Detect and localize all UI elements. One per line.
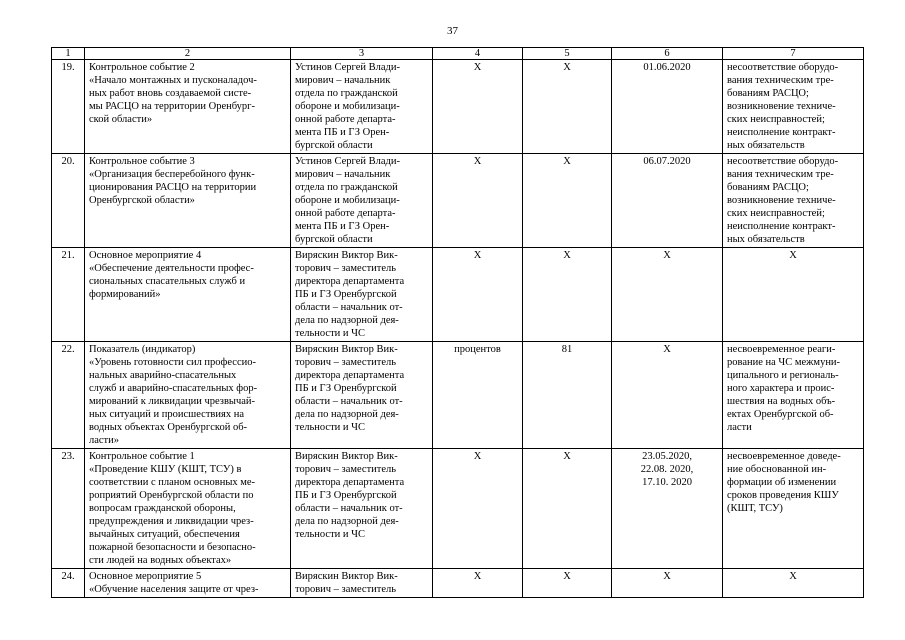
- risk-cell: несоответствие оборудо- вания техническим тре- бованиям РАСЦО; возникновение техниче- ских неисправностей; неисполнение контракт- ных обязательств: [723, 154, 864, 248]
- value-cell: X: [523, 154, 612, 248]
- date-cell: 01.06.2020: [612, 60, 723, 154]
- date-cell: 23.05.2020, 22.08. 2020, 17.10. 2020: [612, 449, 723, 569]
- value-cell: X: [523, 248, 612, 342]
- responsible-cell: Виряскин Виктор Вик- торович – заместитель директора департамента ПБ и ГЗ Оренбургской области – начальник от- дела по надзорной дея- тельности и ЧС: [291, 248, 433, 342]
- risk-cell: несоответствие оборудо- вания техническим тре- бованиям РАСЦО; возникновение техниче- ских неисправностей; неисполнение контракт- ных обязательств: [723, 60, 864, 154]
- column-number: 1: [52, 48, 85, 60]
- responsible-cell: Виряскин Виктор Вик- торович – заместитель директора департамента ПБ и ГЗ Оренбургской области – начальник от- дела по надзорной дея- тельности и ЧС: [291, 449, 433, 569]
- unit-cell: X: [433, 60, 523, 154]
- event-cell: [85, 449, 291, 569]
- date-cell: X: [612, 342, 723, 449]
- event-description: «Обеспечение деятельности профес- сиональных спасательных служб и формирований»: [89, 263, 254, 300]
- table-row: [52, 449, 864, 569]
- table-row: [52, 569, 864, 598]
- event-description: «Начало монтажных и пусконаладоч- ных работ вновь создаваемой систе- мы РАСЦО на территории Оренбург- ской области»: [89, 75, 257, 125]
- table-row: [52, 154, 864, 248]
- event-cell: [85, 60, 291, 154]
- value-cell: X: [523, 569, 612, 598]
- unit-cell: X: [433, 248, 523, 342]
- unit-cell: X: [433, 569, 523, 598]
- event-title: Контрольное событие 2: [89, 62, 195, 73]
- table-row: [52, 248, 864, 342]
- column-number: 5: [523, 48, 612, 60]
- unit-cell: X: [433, 449, 523, 569]
- table-row: [52, 342, 864, 449]
- column-number: 2: [85, 48, 291, 60]
- event-title: Основное мероприятие 4: [89, 250, 202, 261]
- column-number: 4: [433, 48, 523, 60]
- event-description: «Проведение КШУ (КШТ, ТСУ) в соответствии с планом основных ме- роприятий Оренбургской области по вопросам гражданской обороны, предупреждения и ликвидации чрез- вычайных ситуаций, обеспечения пожарной безопасности и безопасно- сти людей на водных объектах»: [89, 464, 256, 566]
- responsible-cell: Устинов Сергей Влади- мирович – начальник отдела по гражданской обороне и мобилизаци- онной работе департа- мента ПБ и ГЗ Орен- бургской области: [291, 60, 433, 154]
- event-cell: [85, 154, 291, 248]
- value-cell: X: [523, 449, 612, 569]
- unit-cell: процентов: [433, 342, 523, 449]
- date-cell: 06.07.2020: [612, 154, 723, 248]
- risk-cell: X: [723, 569, 864, 598]
- risk-cell: несвоевременное реаги- рование на ЧС межмуни- ципального и региональ- ного характера и проис- шествия на водных объ- ектах Оренбургской об- ласти: [723, 342, 864, 449]
- event-description: «Уровень готовности сил профессио- нальных аварийно-спасательных служб и аварийно-спасательных фор- мирований к ликвидации чрезвычай- ных ситуаций и происшествиях на водных объектах Оренбургской об- ласти»: [89, 357, 258, 446]
- event-title: Контрольное событие 3: [89, 156, 195, 167]
- event-description: «Обучение населения защите от чрез-: [89, 584, 259, 595]
- column-number-row: [52, 48, 864, 60]
- risk-cell: несвоевременное доведе- ние обоснованной ин- формации об изменении сроков проведения КШУ (КШТ, ТСУ): [723, 449, 864, 569]
- column-number: 3: [291, 48, 433, 60]
- column-number: 6: [612, 48, 723, 60]
- event-title: Контрольное событие 1: [89, 451, 195, 462]
- date-cell: X: [612, 569, 723, 598]
- row-number: 19.: [52, 60, 85, 154]
- table-row: [52, 60, 864, 154]
- value-cell: X: [523, 60, 612, 154]
- responsible-cell: Устинов Сергей Влади- мирович – начальник отдела по гражданской обороне и мобилизаци- онной работе департа- мента ПБ и ГЗ Орен- бургской области: [291, 154, 433, 248]
- responsible-cell: Виряскин Виктор Вик- торович – заместитель директора департамента ПБ и ГЗ Оренбургской области – начальник от- дела по надзорной дея- тельности и ЧС: [291, 342, 433, 449]
- responsible-cell: Виряскин Виктор Вик- торович – заместитель: [291, 569, 433, 598]
- row-number: 20.: [52, 154, 85, 248]
- event-title: Основное мероприятие 5: [89, 571, 202, 582]
- measures-table: [51, 47, 864, 598]
- date-cell: X: [612, 248, 723, 342]
- risk-cell: X: [723, 248, 864, 342]
- event-cell: [85, 569, 291, 598]
- event-title: Показатель (индикатор): [89, 344, 196, 355]
- row-number: 22.: [52, 342, 85, 449]
- event-description: «Организация бесперебойного функ- ционирования РАСЦО на территории Оренбургской области»: [89, 169, 257, 206]
- row-number: 24.: [52, 569, 85, 598]
- value-cell: 81: [523, 342, 612, 449]
- event-cell: [85, 248, 291, 342]
- column-number: 7: [723, 48, 864, 60]
- page-number: 37: [447, 25, 458, 37]
- unit-cell: X: [433, 154, 523, 248]
- row-number: 23.: [52, 449, 85, 569]
- row-number: 21.: [52, 248, 85, 342]
- event-cell: [85, 342, 291, 449]
